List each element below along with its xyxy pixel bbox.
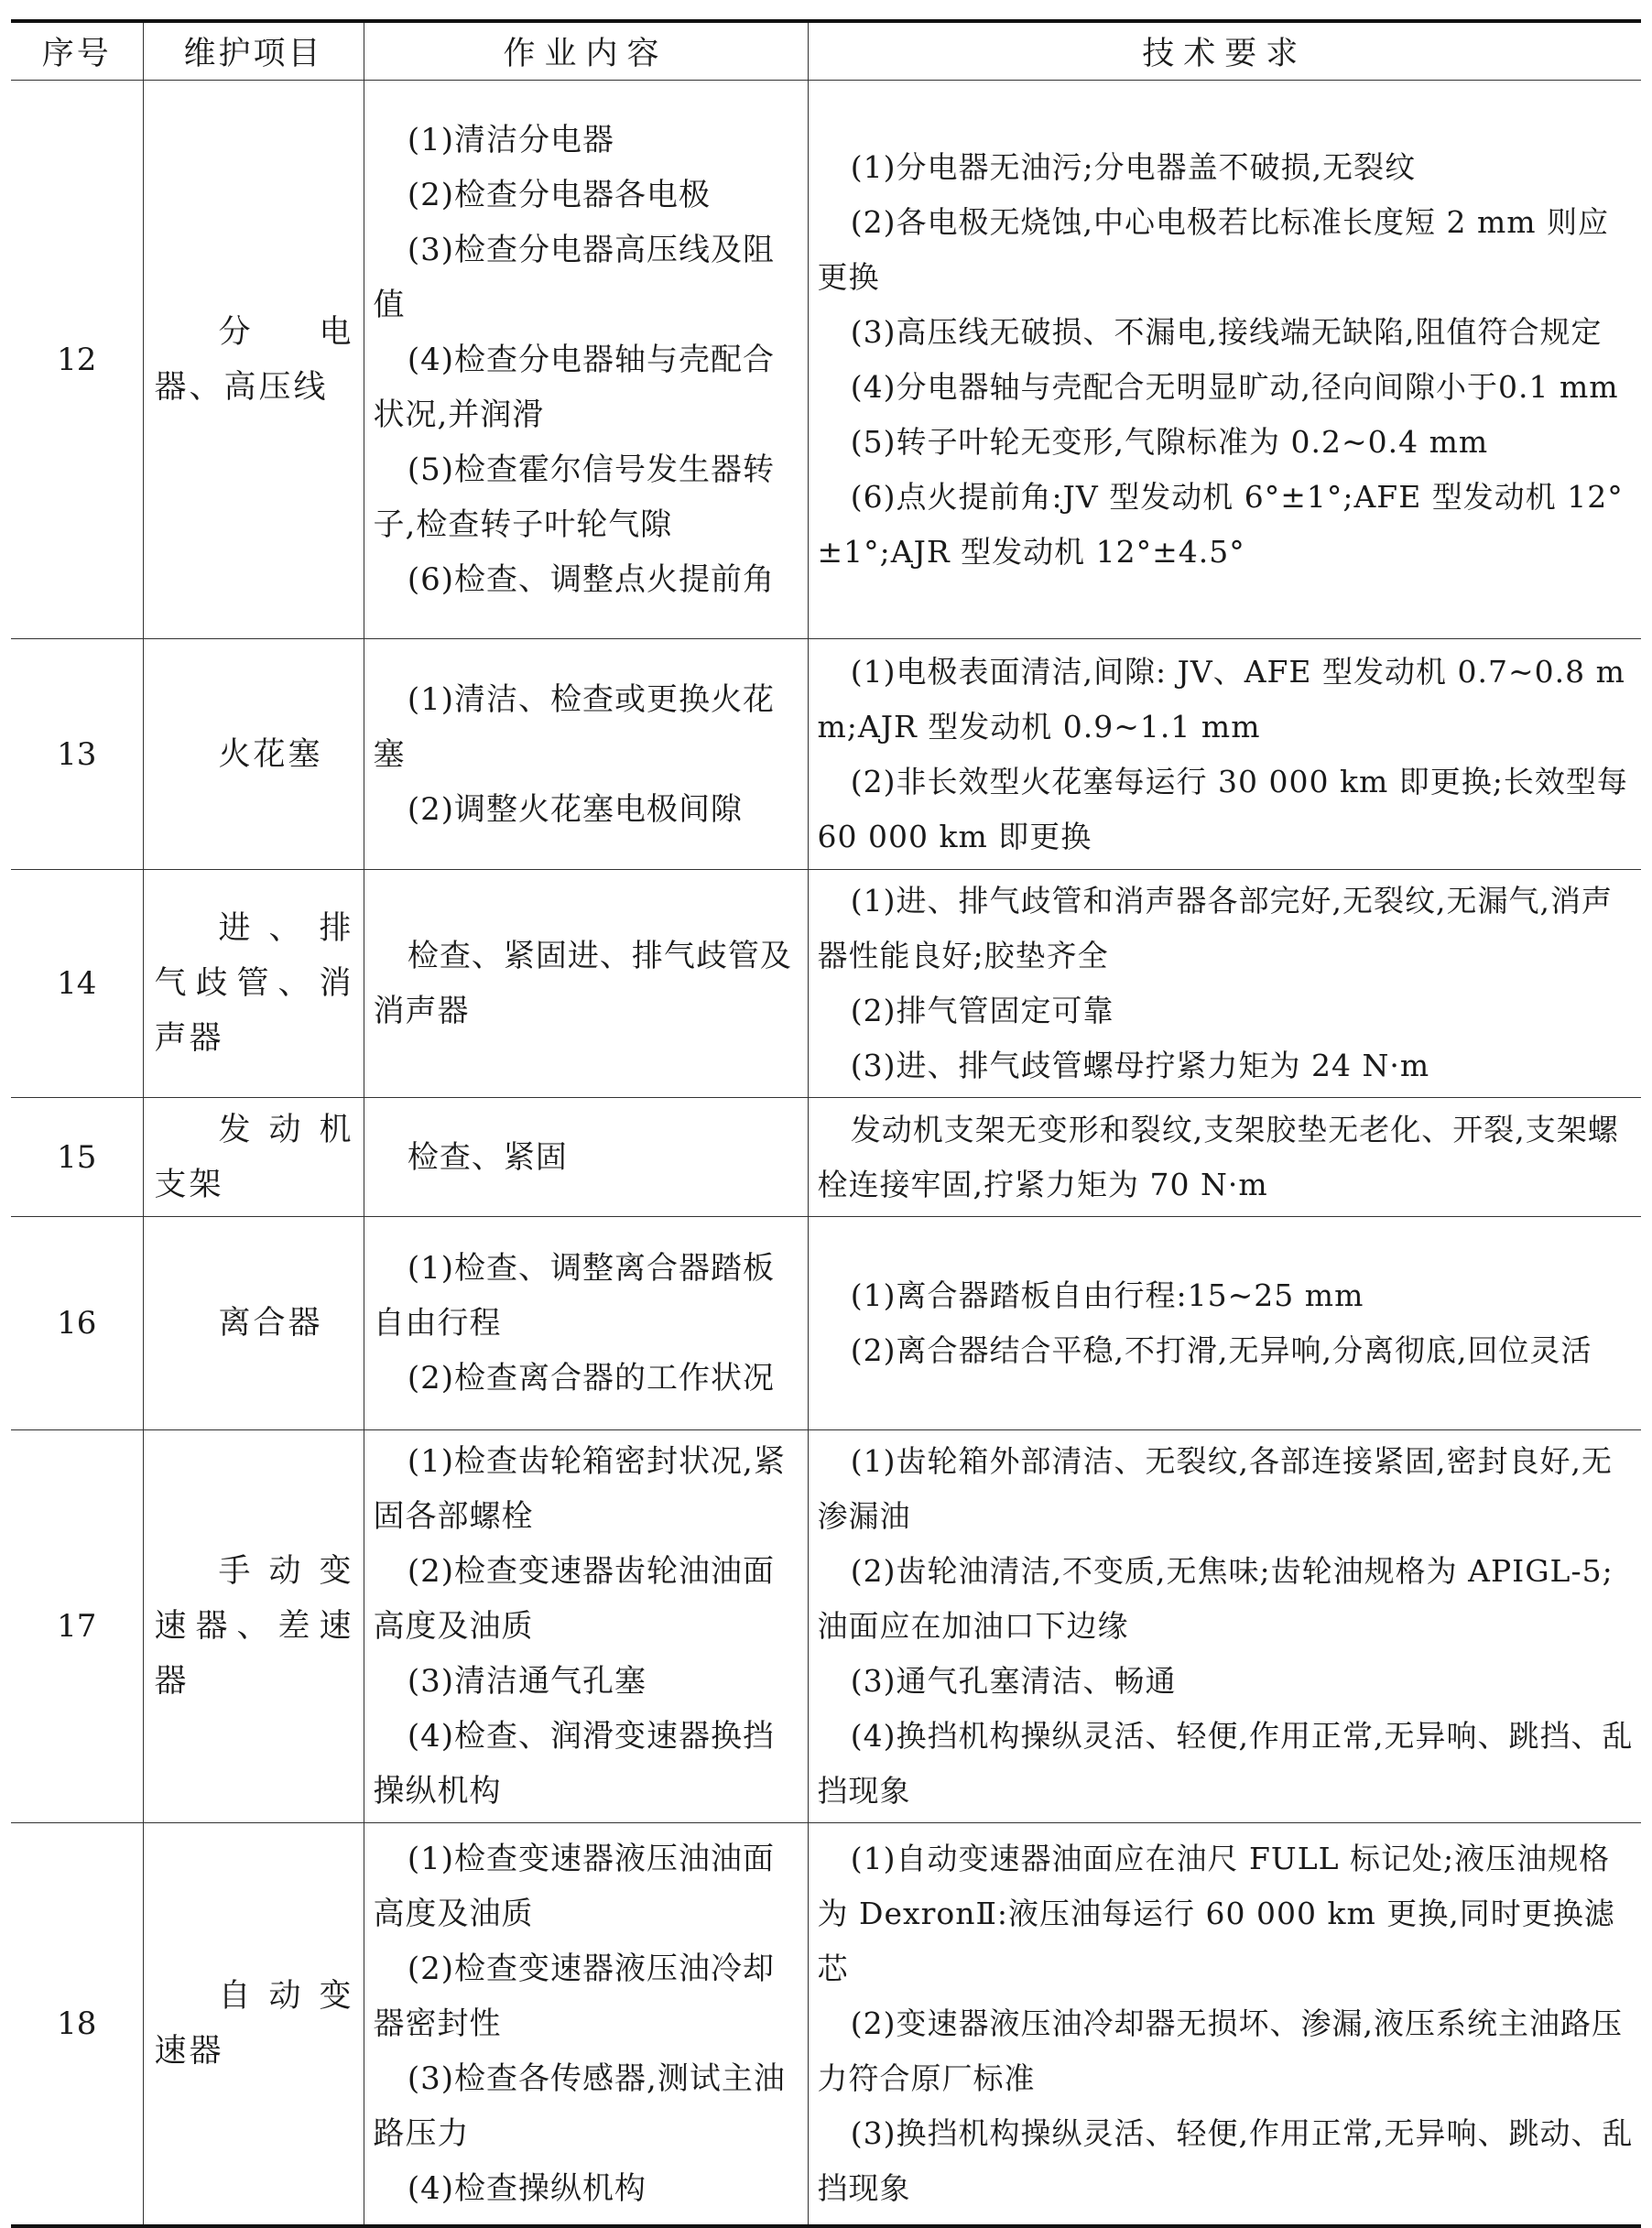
requirement-line: 发动机支架无变形和裂纹,支架胶垫无老化、开裂,支架螺栓连接牢固,拧紧力矩为 70 N·m xyxy=(817,1111,1619,1202)
content-line: (3)检查各传感器,测试主油路压力 xyxy=(373,2060,786,2152)
requirement-line: (2)非长效型火花塞每运行 30 000 km 即更换;长效型每 60 000 km 即更换 xyxy=(817,763,1628,854)
row-seq: 16 xyxy=(11,1217,143,1430)
content-line: (1)检查齿轮箱密封状况,紧固各部螺栓 xyxy=(373,1443,786,1535)
requirement-line: (4)换挡机构操纵灵活、轻便,作用正常,无异响、跳挡、乱挡现象 xyxy=(817,1718,1634,1809)
row-item: 离合器 xyxy=(218,1305,323,1342)
requirement-line: (1)进、排气歧管和消声器各部完好,无裂纹,无漏气,消声器性能良好;胶垫齐全 xyxy=(817,883,1614,973)
content-line: (1)清洁、检查或更换火花塞 xyxy=(373,680,776,773)
requirement-line: (1)齿轮箱外部清洁、无裂纹,各部连接紧固,密封良好,无渗漏油 xyxy=(817,1443,1614,1534)
row-item: 进、排气歧管、消声器 xyxy=(154,910,354,1057)
table-header-row xyxy=(11,21,1641,81)
content-line: (2)检查变速器齿轮油油面高度及油质 xyxy=(373,1553,776,1645)
row-content-cell xyxy=(364,639,808,870)
row-content-cell xyxy=(364,81,808,639)
row-content-cell xyxy=(364,1823,808,2226)
table-body xyxy=(11,81,1641,2226)
row-seq: 13 xyxy=(11,639,143,870)
row-requirement-cell xyxy=(808,1430,1641,1823)
row-content-cell xyxy=(364,1098,808,1217)
requirement-line: (3)进、排气歧管螺母拧紧力矩为 24 N·m xyxy=(850,1048,1430,1083)
row-item-cell xyxy=(143,870,364,1098)
requirement-line: (3)通气孔塞清洁、畅通 xyxy=(850,1663,1177,1699)
row-item-cell xyxy=(143,1430,364,1823)
content-line: (3)检查分电器高压线及阻值 xyxy=(373,231,776,323)
table-row xyxy=(11,639,1641,870)
row-seq: 14 xyxy=(11,870,143,1098)
header-content: 作业内容 xyxy=(364,21,808,81)
requirement-line: (2)离合器结合平稳,不打滑,无异响,分离彻底,回位灵活 xyxy=(850,1332,1592,1368)
requirement-line: (2)排气管固定可靠 xyxy=(850,993,1114,1028)
requirement-line: (6)点火提前角:JV 型发动机 6°±1°;AFE 型发动机 12°±1°;AJR 型发动机 12°±4.5° xyxy=(817,478,1624,570)
requirement-line: (1)自动变速器油面应在油尺 FULL 标记处;液压油规格为 DexronⅡ:液压油每运行 60 000 km 更换,同时更换滤芯 xyxy=(817,1840,1615,1986)
row-requirement-cell xyxy=(808,870,1641,1098)
content-line: (4)检查分电器轴与壳配合状况,并润滑 xyxy=(373,341,776,433)
content-line: (1)检查变速器液压油油面高度及油质 xyxy=(373,1840,776,1932)
content-line: 检查、紧固进、排气歧管及消声器 xyxy=(373,938,792,1029)
header-item: 维护项目 xyxy=(143,21,364,81)
row-item: 分电器、高压线 xyxy=(154,313,354,406)
table-row xyxy=(11,1823,1641,2226)
row-content-cell xyxy=(364,870,808,1098)
row-item-cell xyxy=(143,1217,364,1430)
content-line: (6)检查、调整点火提前角 xyxy=(407,560,776,598)
table-row xyxy=(11,1430,1641,1823)
header-requirement: 技术要求 xyxy=(808,21,1641,81)
content-line: (5)检查霍尔信号发生器转子,检查转子叶轮气隙 xyxy=(373,451,776,543)
content-line: (4)检查、润滑变速器换挡操纵机构 xyxy=(373,1718,776,1810)
content-line: (2)检查分电器各电极 xyxy=(407,176,712,213)
content-line: (1)检查、调整离合器踏板自由行程 xyxy=(373,1250,776,1342)
requirement-line: (2)各电极无烧蚀,中心电极若比标准长度短 2 mm 则应更换 xyxy=(817,203,1610,295)
maintenance-table xyxy=(11,19,1641,2228)
row-content-cell xyxy=(364,1430,808,1823)
requirement-line: (1)离合器踏板自由行程:15~25 mm xyxy=(850,1277,1364,1313)
row-requirement-cell xyxy=(808,1098,1641,1217)
requirement-line: (3)换挡机构操纵灵活、轻便,作用正常,无异响、跳动、乱挡现象 xyxy=(817,2114,1634,2206)
requirement-line: (5)转子叶轮无变形,气隙标准为 0.2~0.4 mm xyxy=(850,423,1489,460)
content-line: (3)清洁通气孔塞 xyxy=(407,1663,647,1700)
row-item-cell xyxy=(143,1823,364,2226)
row-seq: 18 xyxy=(11,1823,143,2226)
table-row xyxy=(11,81,1641,639)
row-item: 自动变速器 xyxy=(154,1977,354,2070)
row-seq: 15 xyxy=(11,1098,143,1217)
row-item-cell xyxy=(143,639,364,870)
content-line: (2)调整火花塞电极间隙 xyxy=(407,790,744,828)
content-line: 检查、紧固 xyxy=(407,1138,568,1176)
table-row xyxy=(11,870,1641,1098)
row-requirement-cell xyxy=(808,639,1641,870)
requirement-line: (4)分电器轴与壳配合无明显旷动,径向间隙小于0.1 mm xyxy=(850,368,1619,405)
content-line: (2)检查变速器液压油冷却器密封性 xyxy=(373,1950,776,2042)
row-item: 发动机支架 xyxy=(154,1111,354,1203)
requirement-line: (1)分电器无油污;分电器盖不破损,无裂纹 xyxy=(850,148,1417,185)
row-requirement-cell xyxy=(808,81,1641,639)
row-item: 火花塞 xyxy=(218,735,323,773)
table-row xyxy=(11,1217,1641,1430)
requirement-line: (3)高压线无破损、不漏电,接线端无缺陷,阻值符合规定 xyxy=(850,313,1603,350)
row-requirement-cell xyxy=(808,1217,1641,1430)
row-item-cell xyxy=(143,1098,364,1217)
row-item-cell xyxy=(143,81,364,639)
content-line: (2)检查离合器的工作状况 xyxy=(407,1360,776,1397)
content-line: (4)检查操纵机构 xyxy=(407,2169,647,2207)
row-item: 手动变速器、差速器 xyxy=(154,1553,354,1700)
row-seq: 17 xyxy=(11,1430,143,1823)
requirement-line: (2)齿轮油清洁,不变质,无焦味;齿轮油规格为 APIGL-5;油面应在加油口下边缘 xyxy=(817,1553,1614,1644)
row-seq: 12 xyxy=(11,81,143,639)
requirement-line: (2)变速器液压油冷却器无损坏、渗漏,液压系统主油路压力符合原厂标准 xyxy=(817,2005,1624,2096)
row-requirement-cell xyxy=(808,1823,1641,2226)
row-content-cell xyxy=(364,1217,808,1430)
header-seq: 序号 xyxy=(11,21,143,81)
requirement-line: (1)电极表面清洁,间隙: JV、AFE 型发动机 0.7~0.8 mm;AJR 型发动机 0.9~1.1 mm xyxy=(817,653,1625,744)
content-line: (1)清洁分电器 xyxy=(407,121,615,158)
table-row xyxy=(11,1098,1641,1217)
